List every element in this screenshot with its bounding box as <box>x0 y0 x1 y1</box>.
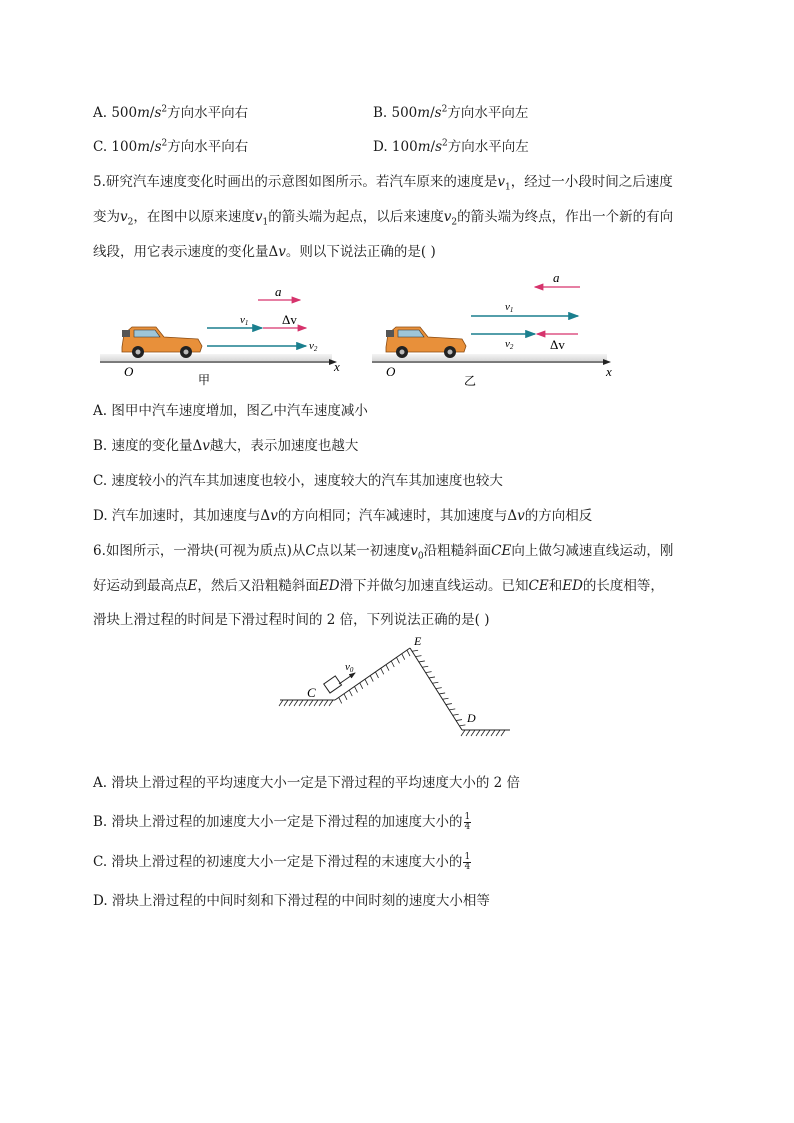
label-v1-left: v1 <box>240 314 249 327</box>
q6-option-c: C. 滑块上滑过程的初速度大小一定是下滑过程的末速度大小的 $\frac{1}{4}$ <box>93 852 471 872</box>
slope-ce <box>335 648 410 700</box>
q5-stem-line2: 变为$v_2$，在图中以原来速度$v_1$的箭头端为起点，以后来速度$v_2$的箭头端为终点，作出一个新的有向 <box>93 209 674 228</box>
figure-left <box>100 284 340 387</box>
q4-option-b: B. $500m/s^2$方向水平向左 <box>373 104 529 121</box>
q6-stem-line3: 滑块上滑过程的时间是下滑过程时间的 2 倍，下列说法正确的是( ) <box>93 612 490 628</box>
car-right-icon <box>386 327 466 358</box>
label-x-right: x <box>606 364 612 379</box>
q4-option-d: D. $100m/s^2$方向水平向左 <box>373 138 529 155</box>
label-origin-left: O <box>124 364 134 379</box>
q5-option-d: D. 汽车加速时，其加速度与Δv的方向相同；汽车减速时，其加速度与Δv的方向相反 <box>93 508 593 524</box>
figure-right <box>372 270 612 388</box>
label-v0: v0 <box>345 661 354 674</box>
q6-option-b: B. 滑块上滑过程的加速度大小一定是下滑过程的加速度大小的 $\frac{1}{4}$ <box>93 812 471 832</box>
slider-block <box>324 676 342 693</box>
q5-stem-line3: 线段，用它表示速度的变化量Δv。则以下说法正确的是( ) <box>93 244 436 260</box>
q4-option-a: A. $500m/s^2$方向水平向右 <box>93 104 249 121</box>
q5-option-b: B. 速度的变化量Δv越大，表示加速度也越大 <box>93 438 359 454</box>
q4-option-c: C. $100m/s^2$方向水平向右 <box>93 138 249 155</box>
caption-left: 甲 <box>198 373 211 387</box>
label-a-left: a <box>275 284 282 299</box>
q6-option-a: A. 滑块上滑过程的平均速度大小一定是下滑过程的平均速度大小的 2 倍 <box>93 775 521 791</box>
label-e: E <box>414 634 422 648</box>
q6-stem-line1: 6.如图所示，一滑块(可视为质点)从C点以某一初速度$v_0$沿粗糙斜面CE向上做匀减速直线运动，刚 <box>93 543 674 562</box>
car-left-icon <box>122 327 202 358</box>
q6-figure <box>0 630 794 740</box>
label-v2-right: v2 <box>505 338 514 351</box>
label-v1-right: v1 <box>505 301 514 314</box>
q6-option-d: D. 滑块上滑过程的中间时刻和下滑过程的中间时刻的速度大小相等 <box>93 893 490 909</box>
q6-stem-line2: 好运动到最高点E，然后又沿粗糙斜面ED滑下并做匀加速直线运动。已知CE和ED的长度相等， <box>93 578 664 594</box>
q5-figure <box>0 268 794 393</box>
label-origin-right: O <box>386 364 396 379</box>
label-c: C <box>307 685 316 700</box>
caption-right: 乙 <box>464 374 477 388</box>
label-x-left: x <box>334 359 340 374</box>
slope-ed <box>410 648 462 730</box>
q5-stem-line1: 5.研究汽车速度变化时画出的示意图如图所示。若汽车原来的速度是$v_1$，经过一小段时间之后速度 <box>93 174 673 193</box>
label-dv-right: Δv <box>550 337 565 352</box>
label-dv-left: Δv <box>282 312 297 327</box>
label-d: D <box>467 711 476 725</box>
label-a-right: a <box>553 270 560 285</box>
fraction-one-quarter: $\frac{1}{4}$ <box>464 852 471 872</box>
velocity-arrow <box>339 673 355 684</box>
label-v2-left: v2 <box>309 340 318 353</box>
q5-option-a: A. 图甲中汽车速度增加，图乙中汽车速度减小 <box>93 403 368 419</box>
fraction-one-quarter: $\frac{1}{4}$ <box>464 812 471 832</box>
q5-option-c: C. 速度较小的汽车其加速度也较小，速度较大的汽车其加速度也较大 <box>93 473 503 489</box>
